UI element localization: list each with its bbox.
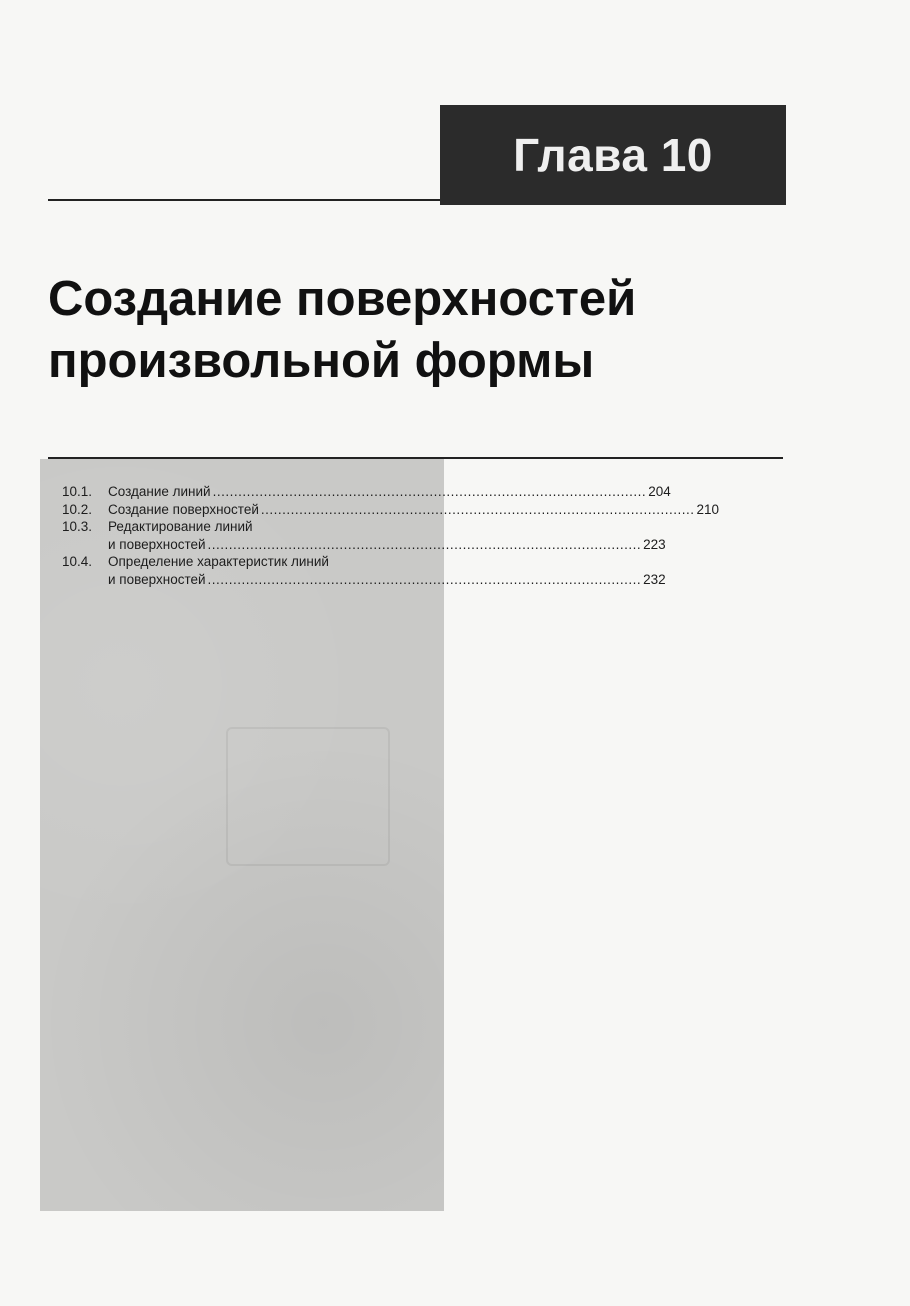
toc-leader-dots <box>208 536 642 554</box>
toc-item-number: 10.1. <box>62 484 93 499</box>
toc-item-title: Создание поверхностей <box>108 501 259 517</box>
chapter-label-box <box>440 105 786 205</box>
chapter-title-line-2: произвольной формы <box>48 334 595 388</box>
toc-leader-dots <box>213 483 647 501</box>
table-of-contents <box>62 483 719 588</box>
toc-item-number: 10.4. <box>62 554 93 569</box>
toc-item-number: 10.3. <box>62 519 93 534</box>
toc-leader-dots <box>208 571 642 589</box>
toc-item-page: 204 <box>648 484 671 499</box>
toc-item-10-4 <box>62 553 666 588</box>
toc-panel <box>40 459 719 1211</box>
toc-item-title-continued: и поверхностей <box>108 536 206 552</box>
chapter-title-line-1: Создание поверхностей <box>48 272 637 326</box>
top-rule <box>48 199 440 201</box>
toc-item-page: 223 <box>643 536 666 552</box>
toc-item-title: Определение характеристик линий <box>108 554 329 569</box>
chapter-label: Глава 10 <box>513 129 713 181</box>
toc-item-title-continued: и поверхностей <box>108 571 206 587</box>
background-figure-ghost <box>226 727 390 866</box>
toc-item-page: 210 <box>696 501 719 517</box>
toc-item-number: 10.2. <box>62 501 93 517</box>
toc-item-10-2 <box>62 501 719 519</box>
toc-item-page: 232 <box>643 571 666 587</box>
toc-item-title: Редактирование линий <box>108 519 253 534</box>
toc-item-10-3 <box>62 518 666 553</box>
toc-item-10-1 <box>62 483 671 501</box>
toc-item-title: Создание линий <box>108 484 211 499</box>
chapter-title <box>48 268 848 392</box>
toc-leader-dots <box>261 501 695 519</box>
